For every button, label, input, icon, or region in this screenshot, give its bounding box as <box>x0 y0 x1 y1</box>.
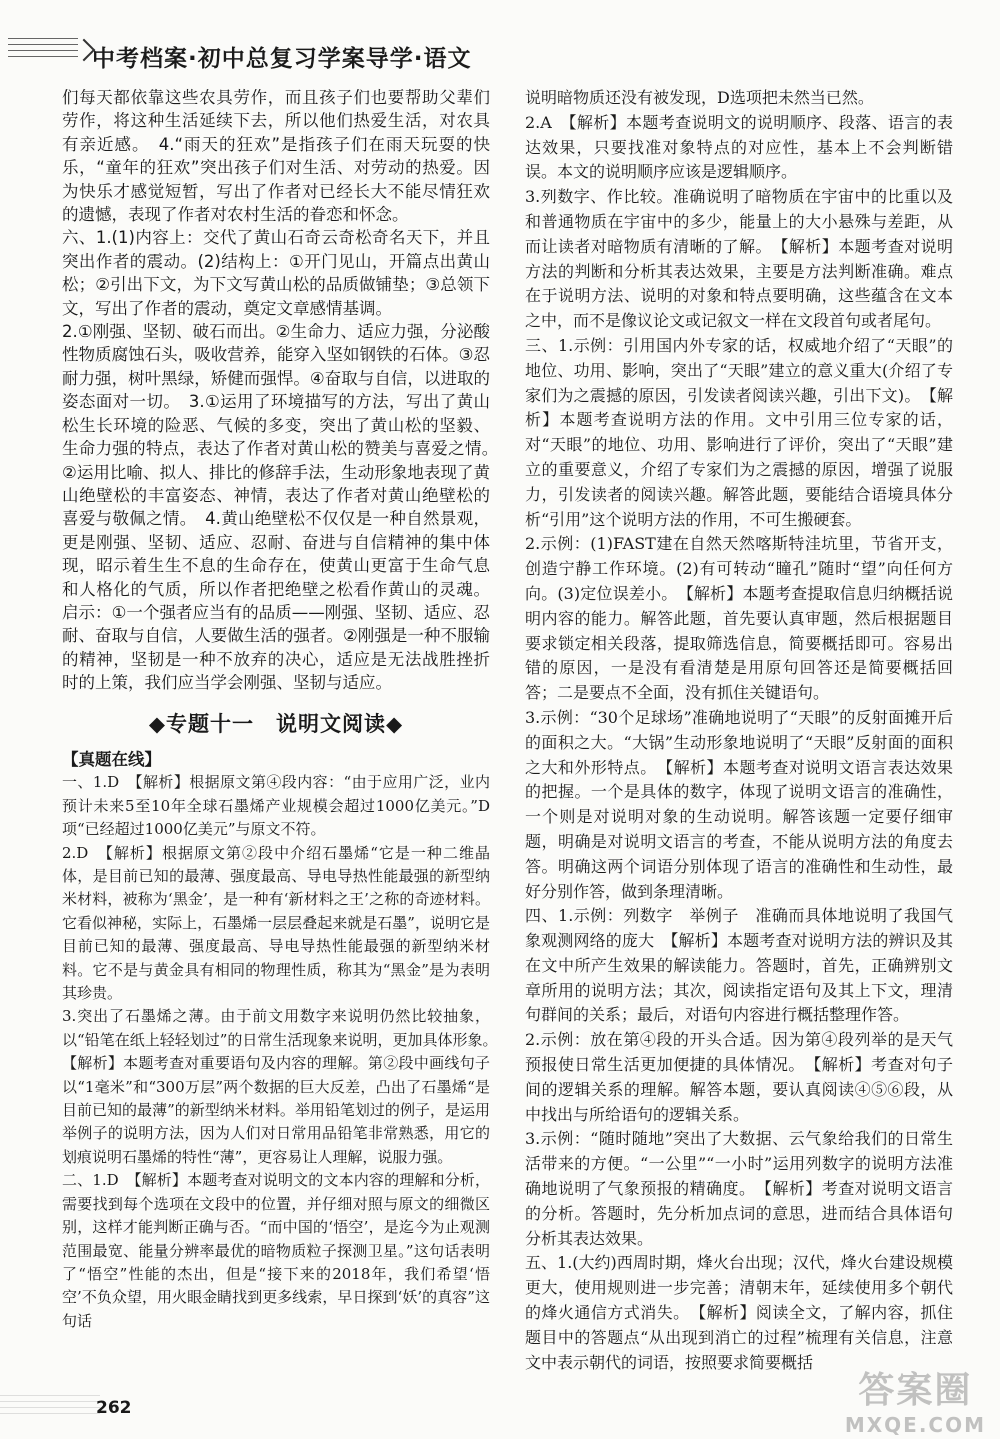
paragraph: 3.示例：“30个足球场”准确地说明了“天眼”的反射面摊开后的面积之大。“大锅”生动形象地说明了“天眼”反射面的面积之大和外形特点。 【解析】本题考查对说明文语言表达效果的把握。一个是具体的数字，体现了说明文语言的准确性，一个则是对说明对象的生动说明。解答该题一定要仔细审题，明确是对说明文语言的考查，不能从说明方法的角度去答。明确这两个词语分别体现了语言的准确性和生动性，最好分别作答，做到条理清晰。 <box>525 707 953 901</box>
paragraph: 3.列数字、作比较。准确说明了暗物质在宇宙中的比重以及和普通物质在宇宙中的多少，能量上的大小悬殊与差距，从而让读者对暗物质有清晰的了解。 【解析】本题考查对说明方法的判断和分析其表达效果，主要是方法判断准确。难点在于说明方法、说明的对象和特点要明确，这些蕴含在文本之中，而不是像议论文或记叙文一样在文段首句或者尾句。 <box>525 187 953 331</box>
footer-decoration <box>0 1395 100 1425</box>
paragraph: 们每天都依靠这些农具劳作，而且孩子们也要帮助父辈们劳作，将这种生活延续下去，所以他们热爱生活，对农具有亲近感。 4.“雨天的狂欢”是指孩子们在雨天玩耍的快乐，“童年的狂欢”突出孩子们对生活、对劳动的热爱。因为快乐才感觉短暂，写出了作者对已经长大不能尽情狂欢的遗憾，表现了作者对农村生活的眷恋和怀念。 <box>62 88 490 225</box>
paragraph: 2.D 【解析】根据原文第②段中介绍石墨烯“它是一种二维晶体，是目前已知的最薄、强度最高、导电导热性能最强的新型纳米材料，被称为‘黑金’，是一种有‘新材料之王’之称的奇迹材料。它看似神秘，实际上，石墨烯一层层叠起来就是石墨”，说明它是目前已知的最薄、强度最高、导电导热性能最强的新型纳米材料。它不是与黄金具有相同的物理性质，称其为“黑金”是为表明其珍贵。 <box>62 843 490 1003</box>
paragraph: 二、1.D 【解析】本题考查对说明文的文本内容的理解和分析，需要找到每个选项在文段中的位置，并仔细对照与原文的细微区别，这样才能判断正确与否。“而中国的‘悟空’，是迄今为止观测范围最宽、能量分辨率最优的暗物质粒子探测卫星。”这句话表明了“悟空”性能的杰出，但是“接下来的2018年，我们希望‘悟空’不负众望，用火眼金睛找到更多线索，早日探到‘妖’的真容”这句话 <box>62 1171 490 1330</box>
paragraph: 2.①刚强、坚韧、破石而出。②生命力、适应力强，分泌酸性物质腐蚀石头，吸收营养，能穿入坚如钢铁的石体。③忍耐力强，树叶黑绿，矫健而强悍。④奋取与自信，以进取的姿态面对一切。 3.①运用了环境描写的方法，写出了黄山松生长环境的险恶、气候的多变，突出了黄山松的坚毅、生命力强的特点，表达了作者对黄山松的赞美与喜爱之情。 ②运用比喻、拟人、排比的修辞手法，生动形象地表现了黄山绝壁松的丰富姿态、神情，表达了作者对黄山绝壁松的喜爱与敬佩之情。 4.黄山绝壁松不仅仅是一种自然景观，更是刚强、坚韧、适应、忍耐、奋进与自信精神的集中体现，昭示着生生不息的生命存在，使黄山更富于生命气息和人格化的气质，所以作者把绝壁之松看作黄山的灵魂。启示：①一个强者应当有的品质——刚强、坚韧、适应、忍耐、奋取与自信，人要做生活的强者。②刚强是一种不服输的精神，坚韧是一种不放弃的决心，适应是无法战胜挫折时的上策，我们应当学会刚强、坚韧与适应。 <box>62 322 507 693</box>
paragraph: 五、1.(大约)西周时期，烽火台出现；汉代，烽火台建设规模更大，使用规则进一步完善；清朝末年，延续使用多个朝代的烽火通信方式消失。 【解析】阅读全文，了解内容，抓住题目中的答题点“从出现到消亡的过程”梳理有关信息，注意文中表示朝代的词语，按照要求简要概括 <box>525 1253 953 1372</box>
right-column <box>525 86 953 1375</box>
page-header <box>0 0 1000 88</box>
watermark-logo <box>845 1362 986 1437</box>
paragraph: 3.突出了石墨烯之薄。由于前文用数字来说明仍然比较抽象，以“铅笔在纸上轻轻划过”的日常生活现象来说明，更加具体形象。 【解析】本题考查对重要语句及内容的理解。第②段中画线句子以“1毫米”和“300万层”两个数据的巨大反差，凸出了石墨烯“是目前已知的最薄”的新型纳米材料。举用铅笔划过的例子，是运用举例子的说明方法，因为人们对日常用品铅笔非常熟悉，用它的划痕说明石墨烯的特性“薄”，更容易让人理解，说服力强。 <box>62 1007 506 1166</box>
watermark-url: MXQE.COM <box>844 1413 986 1437</box>
header-decoration <box>8 38 78 62</box>
paragraph: 三、1.示例：引用国内外专家的话，权威地介绍了“天眼”的地位、功用、影响，突出了“天眼”建立的意义重大(介绍了专家们为之震撼的原因，引发读者阅读兴趣，引出下文)。 【解析】本题考查说明方法的作用。文中引用三位专家的话，对“天眼”的地位、功用、影响进行了评价，突出了“天眼”建立的重要意义，介绍了专家们为之震撼的原因，增强了说服力，引发读者的阅读兴趣。解答此题，要能结合语境具体分析“引用”这个说明方法的作用，不可生搬硬套。 <box>525 335 953 529</box>
sub-heading: 【真题在线】 <box>62 749 161 769</box>
paragraph: 六、1.(1)内容上：交代了黄山石奇云奇松奇名天下，并且突出作者的震动。(2)结构上：①开门见山，开篇点出黄山松；②引出下文，为下文写黄山松的品质做铺垫；③总领下文，写出了作者的震动，奠定文章感情基调。 <box>62 228 490 318</box>
left-column <box>62 86 507 1333</box>
paragraph: 2.示例：放在第④段的开头合适。因为第④段列举的是天气预报使日常生活更加便捷的具体情况。 【解析】考查对句子间的逻辑关系的理解。解答本题，要认真阅读④⑤⑥段，从中找出与所给语句的逻辑关系。 <box>525 1030 953 1124</box>
book-title: 中考档案·初中总复习学案导学·语文 <box>92 46 472 72</box>
paragraph: 2.示例：(1)FAST建在自然天然喀斯特洼坑里，节省开支，创造宁静工作环境。(2)有可转动“瞳孔”随时“望”向任何方向。(3)定位误差小。 【解析】本题考查提取信息归纳概括说明内容的能力。解答此题，首先要认真审题，然后根据题目要求锁定相关段落，提取筛选信息，简要概括即可。容易出错的原因，一是没有看清楚是用原句回答还是简要概括回答；二是要点不全面，没有抓住关键语句。 <box>525 534 953 703</box>
paragraph: 一、1.D 【解析】根据原文第④段内容：“由于应用广泛，业内预计未来5至10年全球石墨烯产业规模会超过1000亿美元。”D项“已经超过1000亿美元”与原文不符。 <box>62 773 490 839</box>
section-title: ◆专题十一 说明文阅读◆ <box>148 711 404 736</box>
paragraph: 2.A 【解析】本题考查说明文的说明顺序、段落、语言的表达效果，只要找准对象特点的对应性，基本上不会判断错误。本文的说明顺序应该是逻辑顺序。 <box>525 112 953 182</box>
paragraph: 说明暗物质还没有被发现，D选项把未然当已然。 <box>525 88 874 107</box>
paragraph: 四、1.示例：列数字 举例子 准确而具体地说明了我国气象观测网络的庞大 【解析】本题考查对说明方法的辨识及其在文中所产生效果的解读能力。答题时，首先，正确辨别文章所用的说明方法；其次，阅读指定语句及其上下文，理清句群间的关系；最后，对语句内容进行概括整理作答。 <box>525 906 953 1025</box>
page-number: 262 <box>96 1398 132 1418</box>
paragraph: 3.示例：“随时随地”突出了大数据、云气象给我们的日常生活带来的方便。“一公里”“一小时”运用列数字的说明方法准确地说明了气象预报的精确度。 【解析】考查对说明文语言的分析。答题时，先分析加点词的意思，进而结合具体语句分析其表达效果。 <box>525 1129 953 1248</box>
watermark-text: 答案圈 <box>858 1370 973 1411</box>
